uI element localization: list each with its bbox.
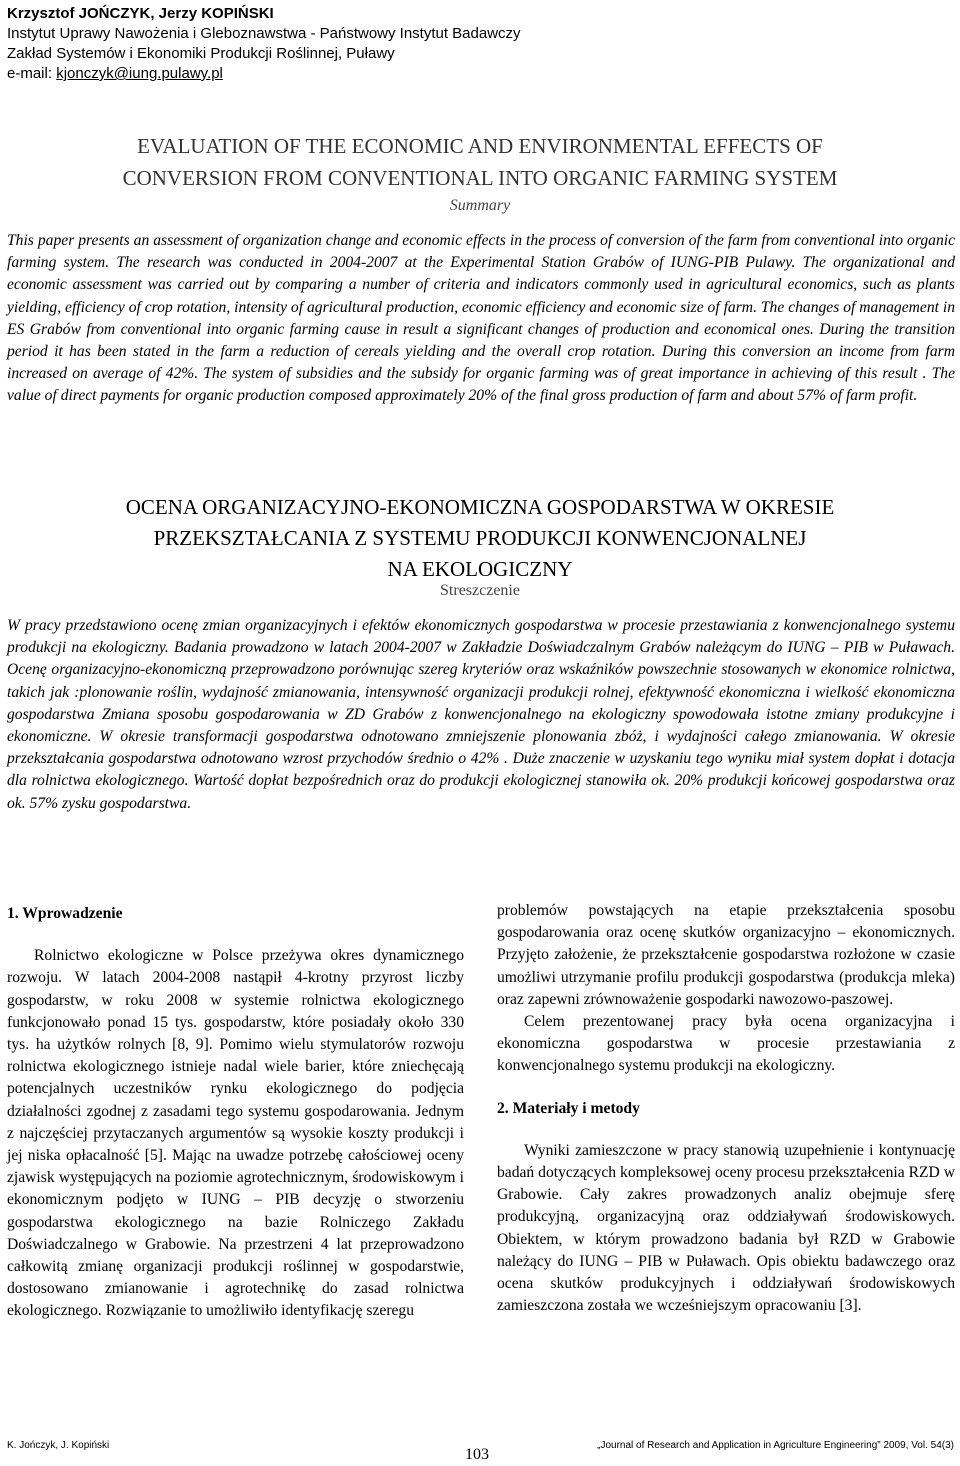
author-block <box>7 4 707 84</box>
section-1-paragraph-1: Rolnictwo ekologiczne w Polsce przeżywa okres dynamicznego rozwoju. W latach 2004-2008 nastąpił 4-krotny przyrost liczby gospodarstw, w roku 2008 w systemie rolnictwa ekologicznego funkcjonowało ponad 15 tys. gospodarstw, które posiadały około 330 tys. ha użytków rolnych [8, 9]. Pomimo wielu stymulatorów rozwoju rolnictwa ekologicznego istnieje nadal wiele barier, które zniechęcają potencjalnych uczestników rynku ekologicznego do podjęcia działalności zgodnej z zasadami tego systemu gospodarowania. Jednym z najczęściej przytaczanych argumentów są wysokie koszty produkcji i jej niska opłacalność [5]. Mając na uwadze potrzebę całościowej oceny zjawisk występujących na poziomie agrotechnicznym, środowiskowym i ekonomicznym podjęto w IUNG – PIB decyzję o stworzeniu gospodarstwa ekologicznego na bazie Rolniczego Zakładu Doświadczalnego w Grabowie. Na przestrzeni 4 lat przeprowadzono całkowitą zmianę organizacji produkcji roślinnej w gospodarstwie, dostosowano zmianowanie i agrotechnikę do zasad rolnictwa ekologicznego. Rozwiązanie to umożliwiło identyfikację szeregu <box>7 947 464 1320</box>
english-title-line-1: EVALUATION OF THE ECONOMIC AND ENVIRONMENTAL EFFECTS OF <box>137 134 823 158</box>
email-label: e-mail: <box>7 65 57 82</box>
affiliation-institute: Instytut Uprawy Nawożenia i Gleboznawstwa - Państwowy Instytut Badawczy <box>7 25 521 42</box>
right-column <box>497 900 955 1317</box>
polish-title <box>0 492 960 585</box>
email-link[interactable]: kjonczyk@iung.pulawy.pl <box>56 65 223 82</box>
section-1-heading: 1. Wprowadzenie <box>7 905 123 922</box>
polish-title-line-3: NA EKOLOGICZNY <box>387 557 573 581</box>
affiliation-department: Zakład Systemów i Ekonomiki Produkcji Roślinnej, Puławy <box>7 45 395 62</box>
section-2-heading: 2. Materiały i metody <box>497 1099 640 1117</box>
section-1-paragraph-2: Celem prezentowanej pracy była ocena organizacyjna i ekonomiczna gospodarstwa w procesie przestawiania z konwencjonalnego systemu produkcji na ekologiczny. <box>497 1013 955 1075</box>
english-title-line-2: CONVERSION FROM CONVENTIONAL INTO ORGANIC FARMING SYSTEM <box>122 166 838 190</box>
author-names: Krzysztof JOŃCZYK, Jerzy KOPIŃSKI <box>7 5 274 22</box>
footer-authors: K. Jończyk, J. Kopiński <box>7 1440 110 1451</box>
english-title <box>0 130 960 194</box>
polish-summary: W pracy przedstawiono ocenę zmian organizacyjnych i efektów ekonomicznych gospodarstwa w procesie przestawiania z konwencjonalnego systemu produkcji na ekologiczny. Badania prowadzono w latach 2004-2007 w Zakładzie Doświadczalnym Grabów należącym do IUNG – PIB w Puławach. Ocenę organizacyjno-ekonomiczną przeprowadzono porównując szereg kryteriów oraz wskaźników powszechnie stosowanych w ekonomice rolnictwa, takich jak :plonowanie roślin, wydajność zmianowania, intensywność organizacji produkcji rolnej, efektywność ekonomiczna i wielkość ekonomiczna gospodarstwa Zmiana sposobu gospodarowania w ZD Grabów z konwencjonalnego na ekologiczny spowodowała istotne zmiany produkcyjne i ekonomiczne. W okresie transformacji gospodarstwa odnotowano zmniejszenie plonowania zbóż, i wydajności całego zmianowania. W okresie przekształcania gospodarstwa odnotowano wzrost przychodów średnio o 42% . Duże znaczenie w uzyskaniu tego wyniku miał system dopłat i dotacja dla rolnictwa ekologicznego. Wartość dopłat bezpośrednich oraz do produkcji ekologicznej stanowiła ok. 20% produkcji końcowej gospodarstwa oraz ok. 57% zysku gospodarstwa. <box>7 617 955 812</box>
polish-title-line-2: PRZEKSZTAŁCANIA Z SYSTEMU PRODUKCJI KONWENCJONALNEJ <box>153 526 807 550</box>
footer-journal: „Journal of Research and Application in Agriculture Engineering” 2009, Vol. 54(3) <box>597 1440 954 1451</box>
polish-title-line-1: OCENA ORGANIZACYJNO-EKONOMICZNA GOSPODARSTWA W OKRESIE <box>125 495 835 519</box>
section-2-paragraph-1: Wyniki zamieszczone w pracy stanowią uzupełnienie i kontynuację badań dotyczących kompleksowej oceny procesu przekształcenia RZD w Grabowie. Cały zakres prowadzonych analiz obejmuje sferę produkcyjną, organizacyjną oraz oddziaływań środowiskowych. Obiektem, w którym prowadzono badania był RZD w Grabowie należący do IUNG – PIB w Puławach. Opis obiektu badawczego oraz ocena skutków produkcyjnych i oddziaływań środowiskowych zamieszczona została we wcześniejszym opracowaniu [3]. <box>497 1141 955 1315</box>
left-column <box>7 900 464 1323</box>
email-line <box>7 64 707 84</box>
section-1-paragraph-1-continued: problemów powstających na etapie przekształcenia sposobu gospodarowania oraz ocenę skutków organizacyjno – ekonomicznych. Przyjęto założenie, że przekształcenie gospodarstwa rozłożone w czasie umożliwi utrzymanie profilu produkcji gospodarstwa (produkcja mleka) oraz zapewni zrównoważenie gospodarki nawozowo-paszowej. <box>497 902 955 1008</box>
summary-heading: Summary <box>449 197 511 214</box>
english-summary: This paper presents an assessment of organization change and economic effects in the process of conversion of the farm from conventional into organic farming system. The research was conducted in 2004-2007 at the Experimental Station Grabów of IUNG-PIB Pulawy. The organizational and economic assessment was carried out by comparing a number of criteria and indicators commonly used in agricultural economics, such as plants yielding, efficiency of crop rotation, intensity of agricultural production, economic efficiency and economic size of farm. The changes of management in ES Grabów from conventional into organic farming cause in result a significant changes of production and economical ones. During the transition period it has been stated in the farm a reduction of cereals yielding and the overall crop rotation. During this conversion an income from farm increased on average of 42%. The system of subsidies and the subsidy for organic farming was of great importance in achieving of this result . The value of direct payments for organic production composed approximately 20% of the final gross production of farm and about 57% of farm profit. <box>7 232 955 405</box>
streszczenie-heading: Streszczenie <box>440 582 520 599</box>
page-number: 103 <box>465 1446 489 1463</box>
